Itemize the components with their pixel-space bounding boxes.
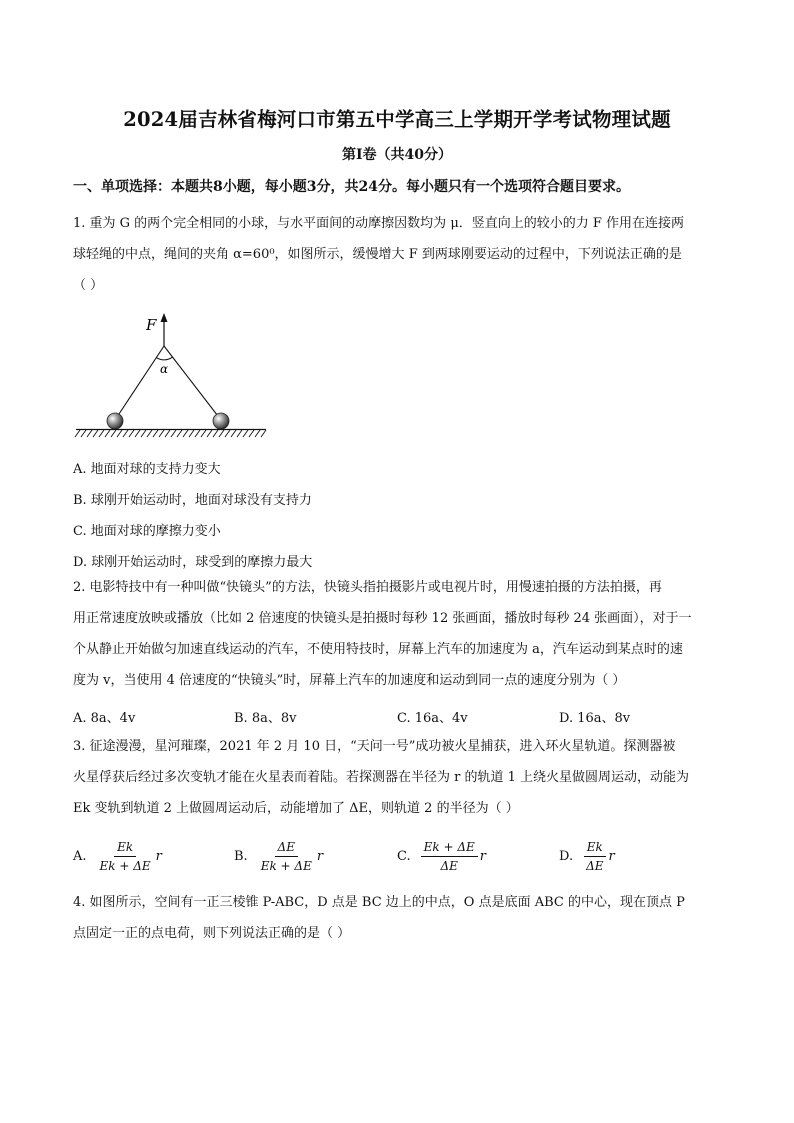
force-arrowhead [161, 313, 168, 322]
option-label: D. [559, 848, 574, 864]
angle-label: α [160, 362, 169, 376]
numerator: ΔE [275, 840, 298, 857]
right-rope [164, 346, 221, 420]
denominator: Ek + ΔE [260, 858, 312, 873]
question-2-line: 度为 v，当使用 4 倍速度的“快镜头”时，屏幕上汽车的加速度和运动到同一点的速度分别为（ ） [73, 673, 626, 688]
question-1-stem [73, 208, 729, 301]
numerator: Ek + ΔE [421, 840, 478, 857]
question-1-option-d[interactable]: D. 球刚开始运动时，球受到的摩擦力最大 [73, 555, 313, 570]
question-4-stem [73, 887, 729, 949]
angle-arc [156, 357, 172, 360]
radius-symbol: r [608, 848, 615, 864]
radius-symbol: r [155, 848, 162, 864]
question-1-option-b[interactable]: B. 球刚开始运动时，地面对球没有支持力 [73, 493, 312, 508]
denominator: ΔE [586, 858, 604, 873]
left-rope [115, 346, 164, 420]
question-3-stem [73, 731, 729, 824]
question-1-line: （ ） [73, 278, 104, 293]
question-2-option-a[interactable]: A. 8a、4v [73, 711, 136, 726]
exam-title: 2024届吉林省梅河口市第五中学高三上学期开学考试物理试题 [123, 108, 671, 131]
question-4-line: 4. 如图所示，空间有一正三棱锥 P-ABC，D 点是 BC 边上的中点，O 点是底面 ABC 的中心，现在顶点 P [73, 895, 685, 910]
left-ball [107, 413, 123, 429]
force-label: F [146, 316, 157, 334]
radius-symbol: r [479, 848, 486, 864]
question-3-line: 火星俘获后经过多次变轨才能在火星表而着陆。若探测器在半径为 r 的轨道 1 上绕火星做圆周运动，动能为 [73, 770, 690, 785]
question-1-figure [72, 310, 272, 442]
question-3-line: Ek 变轨到轨道 2 上做圆周运动后，动能增加了 ΔE，则轨道 2 的半径为（ ） [73, 801, 519, 816]
question-3-options [73, 834, 733, 878]
option-label: C. [397, 848, 411, 864]
question-3-option-a[interactable] [73, 834, 162, 878]
question-2-line: 2. 电影特技中有一种叫做“快镜头”的方法，快镜头指拍摄影片或电视片时，用慢速拍摄的方法拍摄，再 [73, 580, 662, 595]
fraction [258, 840, 315, 873]
question-3-option-c[interactable] [397, 834, 486, 878]
question-2-option-b[interactable]: B. 8a、8v [234, 711, 297, 726]
question-2-line: 个从静止开始做匀加速直线运动的汽车，不使用特技时，屏幕上汽车的加速度为 a，汽车运动到某点时的速 [73, 642, 683, 657]
option-label: A. [73, 848, 87, 864]
question-2-option-c[interactable]: C. 16a、4v [397, 711, 468, 726]
option-label: B. [234, 848, 248, 864]
fraction [421, 840, 478, 873]
radius-symbol: r [316, 848, 324, 864]
denominator: Ek + ΔE [99, 858, 151, 873]
question-2-stem [73, 572, 729, 696]
section-heading: 一、单项选择：本题共8小题，每小题3分，共24分。每小题只有一个选项符合题目要求。 [73, 179, 630, 195]
question-1-line: 1. 重为 G 的两个完全相同的小球，与水平面间的动摩擦因数均为 μ．竖直向上的较小的力 F 作用在连接两 [73, 216, 685, 231]
fraction [97, 840, 154, 873]
volume-subtitle: 第Ⅰ卷（共40分） [341, 147, 453, 163]
right-ball [213, 413, 229, 429]
question-3-option-b[interactable] [234, 834, 323, 878]
question-2-option-d[interactable]: D. 16a、8v [559, 711, 631, 726]
denominator: ΔE [440, 858, 458, 873]
numerator: Ek [584, 840, 606, 857]
ground-hatching [75, 430, 266, 437]
numerator: Ek [114, 840, 136, 857]
question-1-option-a[interactable]: A. 地面对球的支持力变大 [73, 462, 221, 477]
question-1-line: 球轻绳的中点，绳间的夹角 α=60⁰，如图所示，缓慢增大 F 到两球刚要运动的过程中，下列说法正确的是 [73, 247, 682, 262]
question-3-option-d[interactable] [559, 834, 615, 878]
question-3-line: 3. 征途漫漫，星河璀璨，2021 年 2 月 10 日，“天问一号”成功被火星捕获，进入环火星轨道。探测器被 [73, 739, 676, 754]
question-4-line: 点固定一正的点电荷，则下列说法正确的是（ ） [73, 926, 351, 941]
fraction [583, 840, 606, 873]
question-2-line: 用正常速度放映或播放（比如 2 倍速度的快镜头是拍摄时每秒 12 张画面，播放时每秒 24 张画面），对于一 [73, 611, 692, 626]
question-1-option-c[interactable]: C. 地面对球的摩擦力变小 [73, 524, 221, 539]
